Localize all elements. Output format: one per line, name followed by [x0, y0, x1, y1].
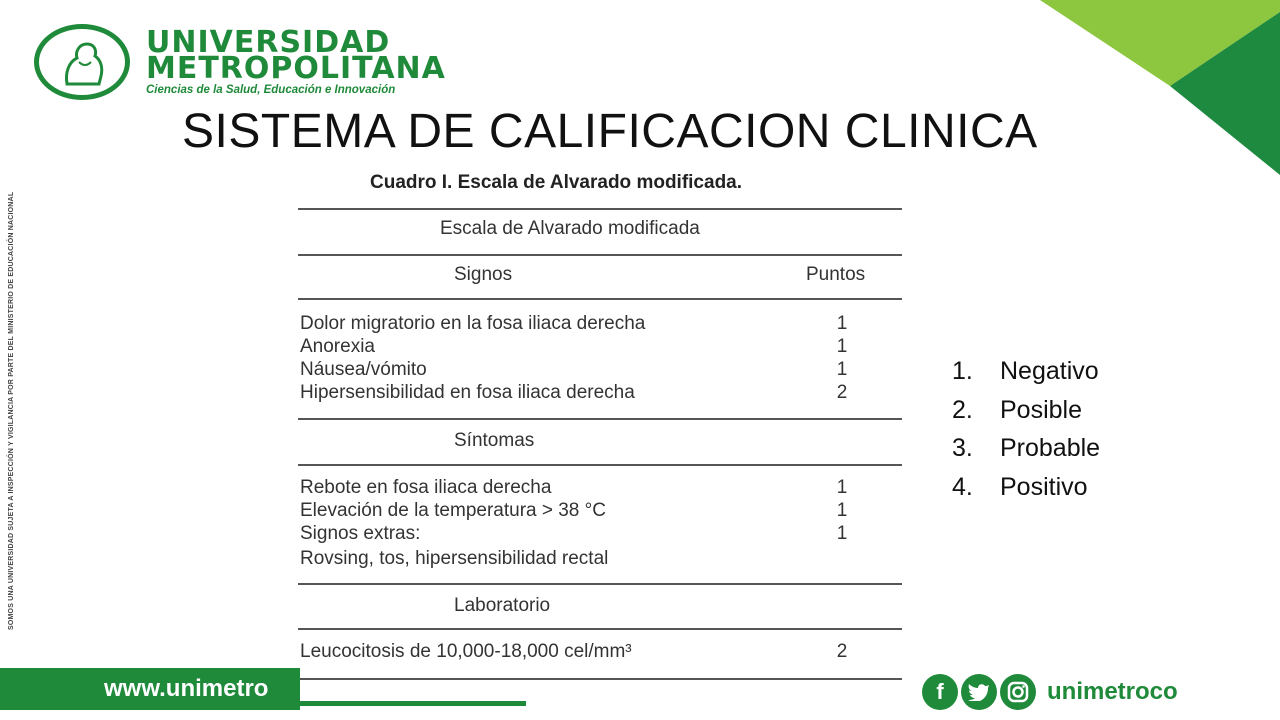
slide-title: SISTEMA DE CALIFICACION CLINICA [182, 105, 1038, 158]
table-rule [298, 418, 902, 420]
column-puntos: Puntos [806, 264, 866, 285]
table-rule [298, 254, 902, 256]
table-row-points: 1 [836, 359, 848, 380]
table-rule [298, 678, 902, 680]
accreditation-text: SOMOS UNA UNIVERSIDAD SUJETA A INSPECCIÓN Y VIGILANCIA POR PARTE DEL MINISTERIO DE EDUCACIÓN NACIONAL [8, 191, 15, 630]
table-rule [298, 298, 902, 300]
result-list [952, 352, 1100, 506]
footer-underline [298, 701, 526, 706]
list-number: 1. [952, 357, 973, 385]
table-row-label: Hipersensibilidad en fosa iliaca derecha [300, 382, 635, 403]
list-item [952, 468, 1100, 507]
social-handle: unimetroco [1047, 678, 1178, 705]
university-logo [34, 24, 484, 104]
logo-line1: UNIVERSIDAD [146, 25, 391, 60]
twitter-icon[interactable] [961, 674, 997, 710]
table-row-label: Rovsing, tos, hipersensibilidad rectal [300, 548, 609, 569]
list-label: Posible [1000, 395, 1082, 424]
table-row-label: Anorexia [300, 336, 375, 357]
table-rule [298, 583, 902, 585]
table-rule [298, 208, 902, 210]
table-row-label: Elevación de la temperatura > 38 °C [300, 500, 606, 521]
logo-line2: METROPOLITANA [146, 51, 446, 86]
list-item [952, 352, 1100, 391]
table-header: Escala de Alvarado modificada [440, 218, 700, 239]
table-row-points: 1 [836, 477, 848, 498]
table-row-label: Leucocitosis de 10,000-18,000 cel/mm³ [300, 641, 632, 662]
list-label: Positivo [1000, 472, 1088, 501]
table-caption: Cuadro I. Escala de Alvarado modificada. [370, 172, 743, 193]
table-rule [298, 628, 902, 630]
list-item [952, 391, 1100, 430]
table-row-points: 1 [836, 500, 848, 521]
table-row-label: Rebote en fosa iliaca derecha [300, 477, 552, 498]
table-row-points: 1 [836, 313, 848, 334]
table-row-points: 1 [836, 336, 848, 357]
alvarado-table [298, 168, 904, 698]
table-row-label: Náusea/vómito [300, 359, 427, 380]
list-number: 4. [952, 472, 973, 501]
table-rule [298, 464, 902, 466]
list-label: Probable [1000, 434, 1101, 462]
table-row-label: Dolor migratorio en la fosa iliaca derecha [300, 313, 646, 334]
list-number: 3. [952, 434, 973, 462]
thinker-emblem-icon [34, 24, 130, 100]
section-laboratorio: Laboratorio [454, 595, 551, 616]
table-row-points: 2 [836, 382, 848, 403]
social-links [922, 672, 1178, 712]
website-link[interactable]: www.unimetro [104, 675, 269, 702]
corner-decoration [1040, 0, 1280, 180]
list-label: Negativo [1000, 357, 1099, 385]
instagram-icon[interactable] [1000, 674, 1036, 710]
column-signos: Signos [454, 264, 513, 285]
list-number: 2. [952, 395, 973, 424]
table-row-points: 2 [836, 641, 848, 662]
table-row-points: 1 [836, 523, 848, 544]
section-sintomas: Síntomas [454, 430, 535, 451]
facebook-icon[interactable]: f [922, 674, 958, 710]
list-item [952, 429, 1100, 468]
table-row-label: Signos extras: [300, 523, 421, 544]
logo-tagline: Ciencias de la Salud, Educación e Innovación [146, 84, 396, 96]
